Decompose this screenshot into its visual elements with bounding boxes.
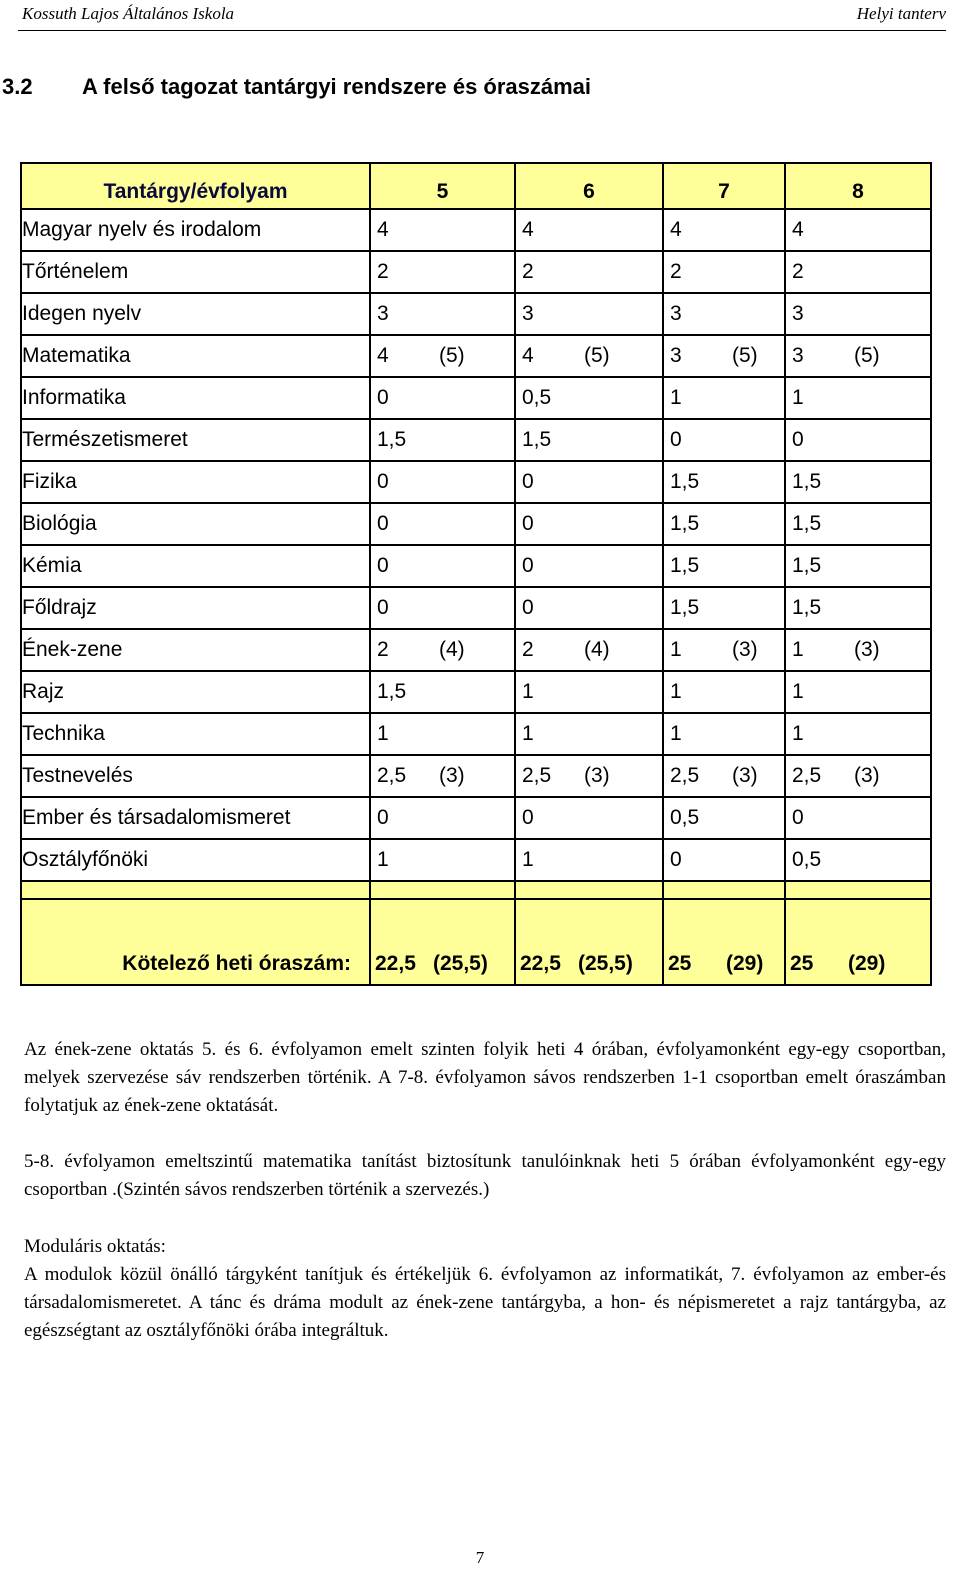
hours-cell [516, 294, 662, 334]
hours-cell [786, 252, 930, 292]
table-row [22, 462, 930, 502]
header-grade: 7 [664, 164, 784, 208]
hours-cell [371, 252, 514, 292]
hours-value: 4 [522, 218, 534, 241]
hours-value: 1 [670, 386, 682, 409]
hours-value: 3 [670, 344, 682, 367]
hours-value: 0 [522, 806, 534, 829]
header-grade: 8 [786, 164, 930, 208]
hours-cell [371, 798, 514, 838]
hours-cell [371, 714, 514, 754]
hours-value: 4 [792, 218, 804, 241]
hours-value: 0 [522, 470, 534, 493]
table-row [22, 798, 930, 838]
hours-cell [664, 588, 784, 628]
hours-cell [664, 378, 784, 418]
hours-cell [664, 840, 784, 880]
hours-cell [664, 504, 784, 544]
subject-cell: Természetismeret [22, 420, 369, 460]
hours-alt: (3) [854, 638, 880, 661]
spacer-cell [371, 882, 514, 898]
hours-cell [516, 630, 662, 670]
subject-cell: Informatika [22, 378, 369, 418]
header-school: Kossuth Lajos Általános Iskola [22, 4, 235, 23]
hours-value: 1,5 [377, 680, 407, 703]
hours-cell [664, 714, 784, 754]
hours-alt: (3) [732, 764, 758, 787]
hours-cell [786, 672, 930, 712]
subject-cell: Biológia [22, 504, 369, 544]
hours-cell [371, 630, 514, 670]
hours-value: 1 [670, 722, 682, 745]
table-row [22, 840, 930, 880]
hours-value: 2,5 [792, 764, 822, 787]
hours-value: 0,5 [522, 386, 552, 409]
hours-alt: (5) [439, 344, 465, 367]
hours-cell [516, 840, 662, 880]
hours-value: 1 [377, 848, 389, 871]
hours-cell [664, 462, 784, 502]
hours-cell [786, 294, 930, 334]
hours-value: 1,5 [792, 596, 822, 619]
hours-value: 0 [377, 386, 389, 409]
hours-cell [371, 840, 514, 880]
hours-cell [786, 588, 930, 628]
hours-cell [664, 294, 784, 334]
modular-section [24, 1233, 946, 1345]
hours-value: 1 [522, 680, 534, 703]
hours-value: 4 [522, 344, 534, 367]
hours-cell [371, 210, 514, 250]
hours-value: 0 [670, 428, 682, 451]
hours-value: 1 [522, 722, 534, 745]
hours-value: 1 [522, 848, 534, 871]
hours-cell [664, 630, 784, 670]
table-row [22, 504, 930, 544]
hours-value: 0 [377, 554, 389, 577]
total-value: 25 [668, 952, 692, 975]
hours-cell [516, 210, 662, 250]
hours-value: 2,5 [522, 764, 552, 787]
subject-cell: Idegen nyelv [22, 294, 369, 334]
hours-value: 2 [377, 638, 389, 661]
spacer-cell [516, 882, 662, 898]
hours-alt: (3) [732, 638, 758, 661]
hours-cell [664, 210, 784, 250]
hours-alt: (3) [854, 764, 880, 787]
hours-cell [371, 336, 514, 376]
table-row [22, 546, 930, 586]
hours-cell [371, 756, 514, 796]
table-row [22, 756, 930, 796]
hours-value: 0 [377, 806, 389, 829]
hours-cell [786, 420, 930, 460]
hours-value: 3 [792, 302, 804, 325]
hours-cell [371, 294, 514, 334]
hours-cell [786, 630, 930, 670]
hours-cell [516, 252, 662, 292]
hours-cell [516, 588, 662, 628]
hours-cell [664, 798, 784, 838]
hours-cell [786, 546, 930, 586]
hours-cell [371, 420, 514, 460]
hours-value: 2 [522, 638, 534, 661]
hours-cell [516, 504, 662, 544]
subject-cell: Technika [22, 714, 369, 754]
hours-alt: (5) [732, 344, 758, 367]
hours-cell [786, 756, 930, 796]
subject-cell: Főldrajz [22, 588, 369, 628]
hours-alt: (5) [854, 344, 880, 367]
hours-value: 0,5 [670, 806, 700, 829]
hours-cell [664, 756, 784, 796]
total-value: 25 [790, 952, 814, 975]
table-row [22, 630, 930, 670]
hours-cell [664, 546, 784, 586]
hours-value: 0 [522, 512, 534, 535]
hours-cell [371, 504, 514, 544]
hours-value: 4 [377, 218, 389, 241]
hours-value: 0 [522, 596, 534, 619]
hours-value: 3 [670, 302, 682, 325]
header-document-title: Helyi tanterv [856, 4, 946, 23]
hours-value: 0 [377, 512, 389, 535]
hours-value: 1,5 [670, 470, 700, 493]
hours-value: 4 [670, 218, 682, 241]
subject-cell: Testnevelés [22, 756, 369, 796]
hours-value: 0,5 [792, 848, 822, 871]
total-value: 22,5 [520, 952, 561, 975]
hours-cell [516, 546, 662, 586]
hours-cell [371, 546, 514, 586]
hours-value: 1,5 [670, 596, 700, 619]
hours-value: 0 [522, 554, 534, 577]
hours-cell [786, 840, 930, 880]
hours-cell [516, 462, 662, 502]
hours-value: 1 [670, 680, 682, 703]
header-grade: 5 [371, 164, 514, 208]
hours-cell [516, 756, 662, 796]
spacer-cell [664, 882, 784, 898]
hours-value: 2,5 [670, 764, 700, 787]
hours-cell [664, 252, 784, 292]
hours-cell [371, 378, 514, 418]
total-value: 22,5 [375, 952, 416, 975]
hours-alt: (3) [584, 764, 610, 787]
total-alt: (25,5) [433, 952, 488, 975]
spacer-cell [22, 882, 369, 898]
hours-value: 1,5 [377, 428, 407, 451]
hours-cell [786, 714, 930, 754]
table-row [22, 588, 930, 628]
hours-cell [516, 714, 662, 754]
table-row [22, 294, 930, 334]
hours-cell [516, 420, 662, 460]
hours-value: 1,5 [792, 470, 822, 493]
hours-value: 2 [377, 260, 389, 283]
subject-cell: Fizika [22, 462, 369, 502]
hours-value: 1 [792, 680, 804, 703]
total-alt: (29) [726, 952, 764, 975]
hours-value: 1 [792, 386, 804, 409]
subject-cell: Tőrténelem [22, 252, 369, 292]
total-row [22, 900, 930, 984]
hours-value: 2,5 [377, 764, 407, 787]
hours-value: 0 [670, 848, 682, 871]
spacer-row [22, 882, 930, 898]
hours-value: 0 [792, 428, 804, 451]
hours-value: 2 [670, 260, 682, 283]
hours-value: 1,5 [670, 512, 700, 535]
hours-cell [664, 672, 784, 712]
hours-cell [664, 420, 784, 460]
hours-value: 4 [377, 344, 389, 367]
hours-cell [516, 378, 662, 418]
modular-title: Moduláris oktatás: [24, 1236, 166, 1257]
hours-value: 1 [670, 638, 682, 661]
header-rule [18, 30, 946, 31]
hours-value: 2 [522, 260, 534, 283]
total-cell [786, 900, 930, 984]
section-title: A felső tagozat tantárgyi rendszere és óraszámai [82, 74, 592, 99]
hours-value: 0 [792, 806, 804, 829]
table-row [22, 672, 930, 712]
hours-alt: (4) [439, 638, 465, 661]
table-row [22, 252, 930, 292]
hours-value: 2 [792, 260, 804, 283]
hours-alt: (4) [584, 638, 610, 661]
subject-cell: Rajz [22, 672, 369, 712]
subject-cell: Matematika [22, 336, 369, 376]
hours-cell [371, 588, 514, 628]
hours-value: 1,5 [792, 512, 822, 535]
table-row [22, 714, 930, 754]
hours-cell [516, 798, 662, 838]
hours-cell [786, 210, 930, 250]
hours-value: 0 [377, 596, 389, 619]
hours-cell [371, 462, 514, 502]
page-number: 7 [475, 1548, 485, 1567]
hours-value: 1 [377, 722, 389, 745]
hours-cell [664, 336, 784, 376]
hours-value: 1 [792, 722, 804, 745]
hours-value: 1,5 [522, 428, 552, 451]
hours-cell [786, 462, 930, 502]
hours-value: 0 [377, 470, 389, 493]
subject-cell: Osztályfőnöki [22, 840, 369, 880]
subject-cell: Magyar nyelv és irodalom [22, 210, 369, 250]
hours-alt: (3) [439, 764, 465, 787]
total-alt: (25,5) [578, 952, 633, 975]
hours-value: 3 [522, 302, 534, 325]
modular-text: A modulok közül önálló tárgyként tanítjuk és értékeljük 6. évfolyamon az informatikát, 7. évfolyamon az ember-és társadalomismeretet. A tánc és dráma modult az ének-zene tantárgyba, a hon- és népismeretet a rajz tantárgyba, az egészségtant az osztályfőnöki órába integráltuk. [24, 1264, 946, 1341]
hours-alt: (5) [584, 344, 610, 367]
table-header-row [22, 164, 930, 208]
hours-cell [786, 798, 930, 838]
hours-value: 1,5 [792, 554, 822, 577]
subject-cell: Ember és társadalomismeret [22, 798, 369, 838]
spacer-cell [786, 882, 930, 898]
hours-value: 3 [792, 344, 804, 367]
hours-value: 1 [792, 638, 804, 661]
hours-cell [786, 504, 930, 544]
timetable [20, 162, 932, 986]
hours-cell [516, 336, 662, 376]
total-alt: (29) [848, 952, 886, 975]
paragraph-matematika: 5-8. évfolyamon emeltszintű matematika tanítást biztosítunk tanulóinknak heti 5 órában évfolyamonként egy-egy csoportban .(Szintén sávos rendszerben történik a szervezés.) [24, 1151, 946, 1200]
total-label: Kötelező heti óraszám: [22, 900, 369, 984]
total-cell [516, 900, 662, 984]
subject-cell: Kémia [22, 546, 369, 586]
table-row [22, 420, 930, 460]
paragraph-ének-zene: Az ének-zene oktatás 5. és 6. évfolyamon emelt szinten folyik heti 4 órában, évfolyamonként egy-egy csoportban, melyek szervezése sáv rendszerben történik. A 7-8. évfolyamon sávos rendszerben 1-1 csoportban emelt óraszámban folytatjuk az ének-zene oktatását. [24, 1039, 946, 1116]
total-cell [371, 900, 514, 984]
table-row [22, 378, 930, 418]
header-grade: 6 [516, 164, 662, 208]
hours-value: 3 [377, 302, 389, 325]
section-number: 3.2 [2, 74, 33, 99]
table-row [22, 336, 930, 376]
hours-cell [786, 378, 930, 418]
header-label: Tantárgy/évfolyam [22, 164, 369, 208]
hours-cell [516, 672, 662, 712]
total-cell [664, 900, 784, 984]
hours-cell [371, 672, 514, 712]
table-row [22, 210, 930, 250]
subject-cell: Ének-zene [22, 630, 369, 670]
hours-value: 1,5 [670, 554, 700, 577]
hours-cell [786, 336, 930, 376]
